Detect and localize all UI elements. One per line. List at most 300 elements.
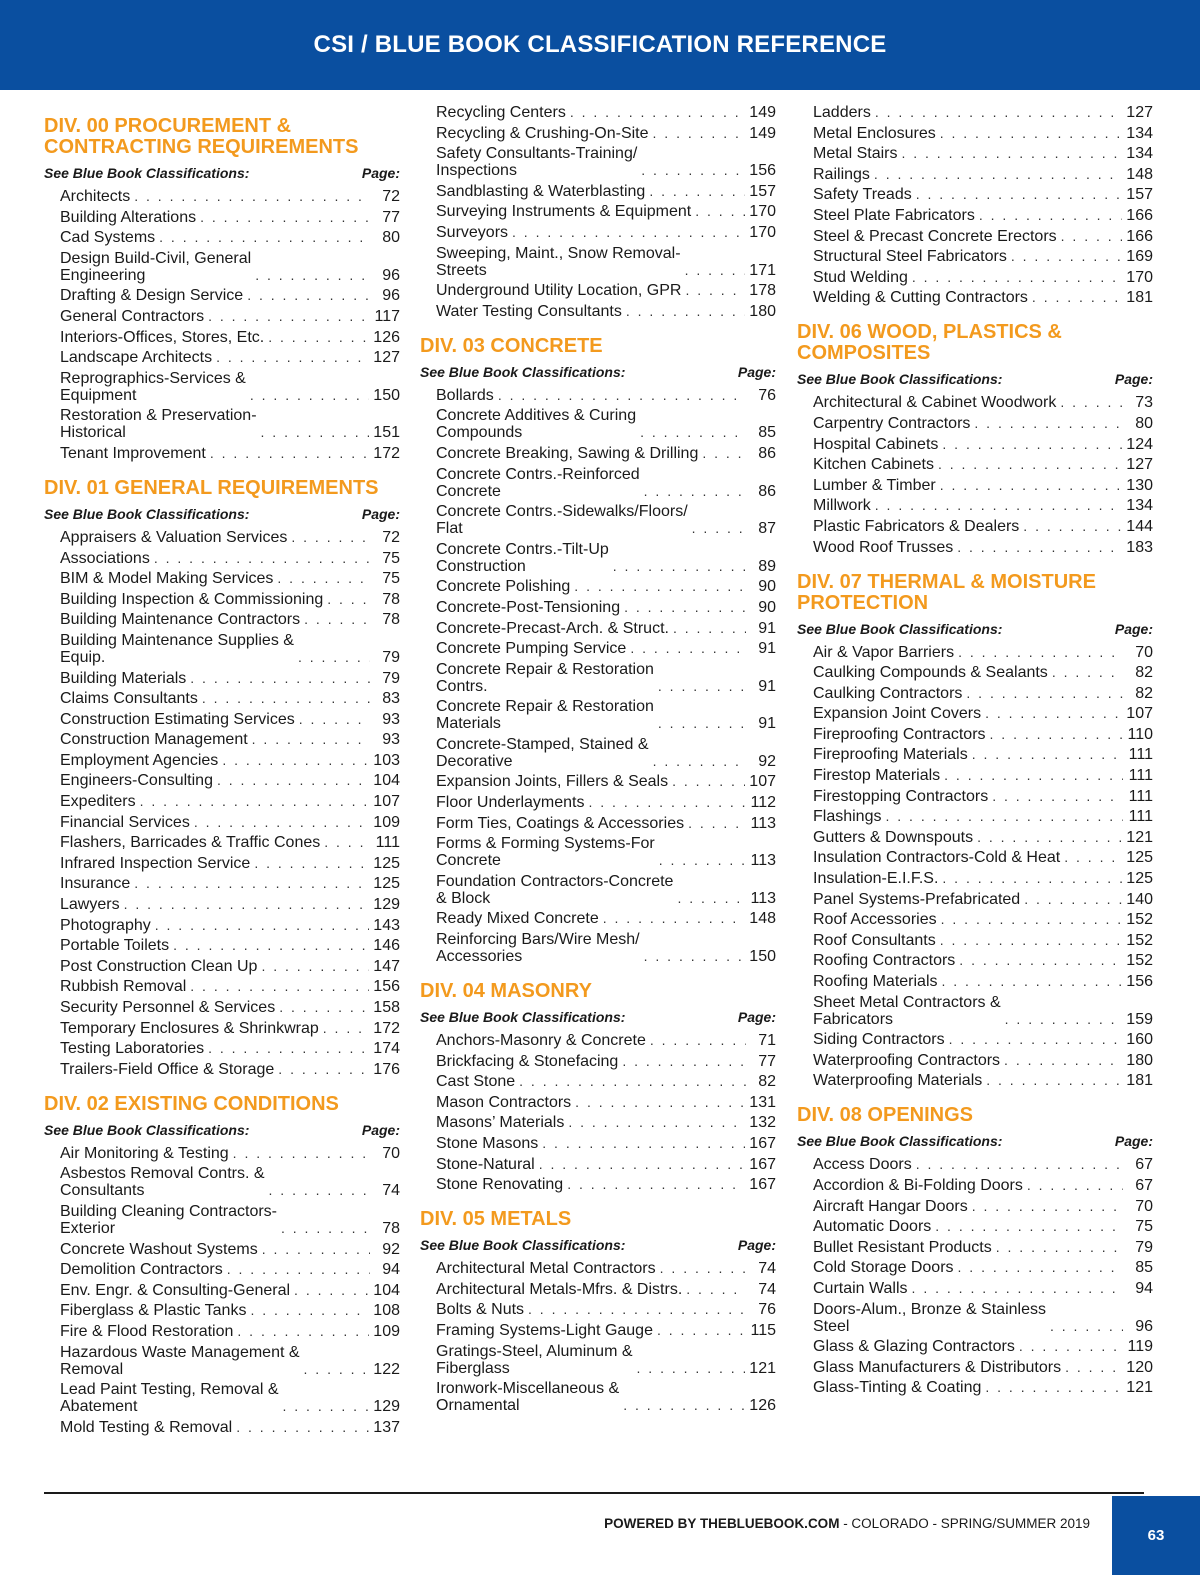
classification-list [44, 188, 400, 462]
dot-leader [281, 1220, 370, 1237]
dot-leader [972, 1198, 1123, 1215]
dot-leader [688, 815, 746, 832]
subheader-label: See Blue Book Classifications: [44, 505, 250, 522]
classification-entry [813, 539, 1153, 556]
classification-entry [813, 456, 1153, 473]
entry-name: Stone Renovating [436, 1176, 564, 1194]
classification-entry [436, 698, 776, 732]
entry-name: Surveying Instruments & Equipment [436, 203, 692, 221]
entry-name: Concrete Contrs.-Tilt-Up Construction [436, 540, 609, 575]
entry-page: 170 [1126, 268, 1153, 286]
dot-leader [1027, 1177, 1123, 1194]
classification-section [420, 336, 776, 965]
entry-page: 78 [382, 611, 400, 629]
entry-name: Hospital Cabinets [813, 435, 939, 453]
entry-page: 112 [750, 794, 776, 812]
entry-name: Security Personnel & Services [60, 999, 276, 1016]
classification-list [420, 1260, 776, 1414]
classification-entry [436, 578, 776, 595]
entry-name: Insulation Contractors-Cold & Heat [813, 849, 1061, 867]
classification-entry [436, 640, 776, 657]
dot-leader [935, 1218, 1123, 1235]
classification-entry [60, 209, 400, 226]
classification-entry [813, 685, 1153, 702]
subheader-page-label: Page: [737, 1009, 776, 1026]
dot-leader [236, 1419, 369, 1436]
entry-page: 158 [373, 999, 400, 1016]
entry-page: 91 [758, 640, 776, 658]
dot-leader [528, 1301, 746, 1318]
dot-leader [901, 145, 1122, 162]
classification-entry [813, 186, 1153, 203]
classification-entry [436, 815, 776, 832]
entry-page: 172 [373, 1019, 400, 1037]
dot-leader [1023, 518, 1122, 535]
dot-leader [912, 1280, 1123, 1297]
entry-page: 77 [758, 1052, 776, 1070]
entry-page: 96 [382, 287, 400, 305]
entry-name: Building Maintenance Supplies & Equip. [60, 631, 294, 666]
dot-leader [210, 445, 369, 462]
dot-leader [323, 1020, 370, 1037]
dot-leader [958, 1259, 1123, 1276]
entry-name: Steel & Precast Concrete Erectors [813, 227, 1057, 245]
dot-leader [702, 445, 746, 462]
entry-name: Metal Stairs [813, 145, 898, 163]
page-number-box [1112, 1496, 1200, 1575]
entry-name: Drafting & Design Service [60, 287, 244, 305]
dot-leader [217, 772, 369, 789]
entry-page: 132 [749, 1114, 776, 1132]
entry-page: 96 [1135, 1317, 1153, 1335]
classification-entry [813, 269, 1153, 286]
column-2 [420, 104, 776, 1430]
classification-entry [813, 808, 1153, 825]
classification-entry [813, 664, 1153, 681]
entry-name: Form Ties, Coatings & Accessories [436, 814, 685, 832]
entry-name: Gutters & Downspouts [813, 828, 974, 846]
entry-name: Anchors-Masonry & Concrete [436, 1032, 646, 1050]
entry-page: 152 [1126, 931, 1153, 949]
entry-name: Siding Contractors [813, 1031, 945, 1049]
entry-name: Engineers-Consulting [60, 772, 213, 790]
classification-entry [60, 958, 400, 975]
subheader-page-label: Page: [1114, 620, 1153, 637]
entry-page: 126 [373, 328, 400, 346]
classification-entry [813, 870, 1153, 887]
entry-name: Fireproofing Contractors [813, 725, 986, 743]
classification-entry [60, 329, 400, 346]
entry-name: Fire & Flood Restoration [60, 1322, 234, 1340]
entry-name: Design Build-Civil, General Engineering [60, 249, 252, 284]
classification-entry [813, 1156, 1153, 1173]
entry-name: Construction Management [60, 731, 248, 749]
entry-page: 111 [375, 834, 400, 852]
classification-entry [60, 407, 400, 441]
classification-entry [60, 570, 400, 587]
entry-name: Wood Roof Trusses [813, 538, 954, 556]
classification-entry [60, 855, 400, 872]
classification-entry [60, 308, 400, 325]
classification-entry [60, 445, 400, 462]
classification-entry [60, 591, 400, 608]
classification-entry [436, 1094, 776, 1111]
classification-entry [436, 224, 776, 241]
entry-name: Glass-Tinting & Coating [813, 1379, 982, 1397]
dot-leader [190, 670, 370, 687]
classification-entry [813, 207, 1153, 224]
dot-leader [942, 436, 1122, 453]
classification-section [44, 1094, 400, 1436]
classification-entry [60, 188, 400, 205]
entry-name: Kitchen Cabinets [813, 456, 934, 474]
entry-page: 82 [1135, 684, 1153, 702]
entry-page: 152 [1126, 911, 1153, 929]
entry-name: Concrete-Post-Tensioning [436, 598, 621, 616]
entry-page: 107 [1126, 705, 1153, 723]
entry-name: Ironwork-Miscellaneous & Ornamental [436, 1380, 620, 1415]
footer-powered[interactable]: POWERED BY THEBLUEBOOK.COM [604, 1516, 840, 1531]
classification-entry [813, 1338, 1153, 1355]
entry-page: 108 [373, 1302, 400, 1320]
subheader-page-label: Page: [361, 165, 400, 181]
entry-page: 92 [758, 752, 776, 770]
entry-name: Recycling & Crushing-On-Site [436, 124, 649, 142]
dot-leader [1004, 1052, 1122, 1069]
classification-entry [436, 183, 776, 200]
dot-leader [685, 262, 746, 279]
entry-page: 109 [373, 813, 400, 831]
entry-name: Env. Engr. & Consulting-General [60, 1281, 291, 1299]
dot-leader [672, 773, 745, 790]
entry-page: 170 [749, 223, 776, 241]
classification-entry [436, 541, 776, 575]
dot-leader [641, 162, 745, 179]
dot-leader [261, 424, 370, 441]
entry-page: 157 [749, 182, 776, 200]
section-subheader [44, 164, 400, 182]
classification-section [44, 116, 400, 462]
entry-page: 181 [1126, 289, 1153, 307]
entry-name: Concrete Contrs.-Sidewalks/Floors/ Flat [436, 503, 688, 538]
classification-list [420, 387, 776, 965]
entry-page: 93 [382, 710, 400, 728]
classification-entry [813, 289, 1153, 306]
classification-entry [436, 736, 776, 770]
entry-page: 70 [1135, 1197, 1153, 1215]
dot-leader [134, 188, 370, 205]
classification-entry [60, 550, 400, 567]
entry-page: 169 [1126, 248, 1153, 266]
entry-page: 174 [373, 1040, 400, 1058]
entry-name: Concrete Polishing [436, 578, 571, 596]
entry-name: Millwork [813, 497, 871, 515]
entry-name: Access Doors [813, 1156, 912, 1174]
classification-entry [60, 1241, 400, 1258]
dot-leader [942, 973, 1123, 990]
entry-name: Insulation-E.I.F.S. [813, 870, 939, 888]
dot-leader [640, 424, 746, 441]
classification-entry [436, 104, 776, 121]
classification-section [797, 322, 1153, 555]
entry-page: 109 [373, 1322, 400, 1340]
entry-name: Building Maintenance Contractors [60, 611, 301, 629]
entry-name: Architectural Metal Contractors [436, 1260, 656, 1278]
entry-page: 75 [382, 549, 400, 567]
classification-entry [60, 917, 400, 934]
entry-name: Building Inspection & Commissioning [60, 590, 324, 608]
entry-page: 151 [373, 424, 400, 442]
entry-name: Building Cleaning Contractors- Exterior [60, 1202, 277, 1237]
entry-name: Rubbish Removal [60, 978, 187, 996]
classification-entry [436, 1176, 776, 1193]
entry-name: Firestop Materials [813, 767, 941, 785]
classification-entry [813, 518, 1153, 535]
entry-page: 137 [373, 1418, 400, 1436]
entry-name: Portable Toilets [60, 937, 170, 955]
entry-name: Water Testing Consultants [436, 302, 622, 320]
classification-entry [60, 370, 400, 404]
classification-entry [60, 752, 400, 769]
classification-entry [436, 125, 776, 142]
classification-entry [60, 1145, 400, 1162]
dot-leader [940, 125, 1123, 142]
dot-leader [216, 349, 369, 366]
entry-page: 92 [382, 1240, 400, 1258]
entry-name: Concrete-Precast-Arch. & Struct. [436, 619, 669, 637]
dot-leader [626, 303, 745, 320]
classification-entry [60, 1061, 400, 1078]
entry-page: 167 [749, 1135, 776, 1152]
dot-leader [1050, 1318, 1123, 1335]
entry-page: 104 [373, 1281, 400, 1299]
entry-name: Lawyers [60, 896, 120, 914]
dot-leader [512, 224, 745, 241]
entry-page: 87 [758, 520, 776, 538]
entry-page: 90 [758, 598, 776, 616]
entry-name: Concrete Contrs.-Reinforced Concrete [436, 465, 640, 500]
dot-leader [966, 685, 1123, 702]
entry-name: Concrete Repair & Restoration Materials [436, 698, 654, 733]
entry-page: 80 [382, 229, 400, 247]
classification-entry [813, 125, 1153, 142]
classification-entry [436, 1281, 776, 1298]
entry-name: Flashings [813, 808, 882, 826]
classification-list [420, 1032, 776, 1193]
classification-entry [813, 644, 1153, 661]
classification-entry [60, 529, 400, 546]
classification-entry [813, 166, 1153, 183]
entry-name: Recycling Centers [436, 104, 566, 121]
entry-page: 104 [373, 772, 400, 790]
entry-name: Surveyors [436, 223, 509, 241]
dot-leader [1024, 891, 1122, 908]
entry-page: 167 [749, 1176, 776, 1194]
classification-entry [436, 1380, 776, 1414]
entry-page: 150 [373, 386, 400, 404]
entry-name: Caulking Contractors [813, 684, 963, 702]
entry-page: 156 [1126, 973, 1153, 990]
dot-leader [173, 937, 369, 954]
entry-name: Tenant Improvement [60, 444, 206, 462]
dot-leader [159, 229, 370, 246]
classification-entry [60, 875, 400, 892]
dot-leader [154, 550, 370, 567]
entry-name: Restoration & Preservation- Historical [60, 407, 257, 442]
entry-page: 176 [373, 1060, 400, 1078]
dot-leader [686, 1281, 746, 1298]
classification-entry [813, 973, 1153, 990]
classification-entry [60, 1381, 400, 1415]
dot-leader [1064, 849, 1122, 866]
entry-page: 67 [1135, 1156, 1153, 1174]
entry-name: Fiberglass & Plastic Tanks [60, 1302, 247, 1320]
classification-entry [813, 891, 1153, 908]
entry-page: 96 [382, 266, 400, 284]
section-subheader [420, 1236, 776, 1254]
entry-page: 111 [1128, 746, 1153, 764]
classification-list [797, 644, 1153, 1090]
classification-entry [60, 1302, 400, 1319]
entry-page: 111 [1128, 767, 1153, 785]
entry-name: Safety Consultants-Training/ Inspections [436, 145, 638, 180]
classification-entry [813, 1072, 1153, 1089]
entry-page: 181 [1126, 1072, 1153, 1090]
entry-page: 79 [382, 648, 400, 666]
classification-section [44, 478, 400, 1078]
entry-page: 131 [749, 1093, 776, 1111]
dot-leader [277, 570, 370, 587]
entry-name: Plastic Fabricators & Dealers [813, 517, 1020, 535]
dot-leader [568, 1114, 745, 1131]
dot-leader [252, 731, 370, 748]
entry-page: 86 [758, 444, 776, 462]
entry-page: 71 [758, 1032, 776, 1050]
entry-page: 126 [749, 1397, 776, 1415]
entry-name: Testing Laboratories [60, 1040, 205, 1058]
dot-leader [262, 1241, 370, 1258]
entry-name: Roofing Contractors [813, 952, 956, 970]
classification-section [797, 572, 1153, 1090]
section-title: DIV. 00 PROCUREMENT & CONTRACTING REQUIREMENTS [44, 115, 359, 158]
dot-leader [949, 1031, 1123, 1048]
dot-leader [324, 834, 370, 851]
entry-name: Stud Welding [813, 268, 908, 286]
entry-name: Masons’ Materials [436, 1114, 565, 1132]
dot-leader [298, 649, 370, 666]
classification-entry [813, 1198, 1153, 1215]
section-subheader [420, 1008, 776, 1026]
dot-leader [958, 644, 1123, 661]
dot-leader [250, 387, 369, 404]
entry-page: 156 [749, 162, 776, 180]
classification-entry [436, 1343, 776, 1377]
dot-leader [1019, 1338, 1123, 1355]
entry-name: Concrete Repair & Restoration Contrs. [436, 660, 654, 695]
dot-leader [140, 793, 370, 810]
classification-entry [60, 690, 400, 707]
entry-name: Cast Stone [436, 1073, 516, 1091]
entry-page: 113 [750, 852, 776, 870]
classification-list [797, 394, 1153, 555]
entry-name: Reprographics-Services & Equipment [60, 369, 246, 404]
entry-name: Concrete Washout Systems [60, 1240, 258, 1258]
dot-leader [261, 958, 369, 975]
classification-entry [60, 229, 400, 246]
dot-leader [985, 705, 1122, 722]
page-title: CSI / BLUE BOOK CLASSIFICATION REFERENCE [313, 31, 887, 58]
classification-entry [60, 287, 400, 304]
classification-entry [60, 834, 400, 851]
entry-page: 180 [1126, 1051, 1153, 1069]
entry-name: Bullet Resistant Products [813, 1238, 992, 1256]
entry-page: 159 [1126, 1010, 1153, 1028]
dot-leader [957, 539, 1122, 556]
entry-name: Building Alterations [60, 208, 197, 226]
classification-entry [60, 793, 400, 810]
classification-entry [60, 937, 400, 954]
entry-page: 127 [1126, 104, 1153, 121]
subheader-label: See Blue Book Classifications: [797, 371, 1003, 388]
classification-entry [813, 746, 1153, 763]
entry-name: Landscape Architects [60, 349, 213, 367]
entry-page: 79 [1135, 1238, 1153, 1256]
classification-entry [60, 896, 400, 913]
entry-page: 148 [749, 910, 776, 928]
subheader-label: See Blue Book Classifications: [797, 620, 1003, 637]
subheader-page-label: Page: [1114, 1133, 1153, 1150]
dot-leader [1011, 248, 1122, 265]
entry-page: 74 [758, 1280, 776, 1298]
entry-name: Flashers, Barricades & Traffic Cones [60, 834, 321, 852]
entry-name: Concrete Breaking, Sawing & Drilling [436, 444, 699, 462]
dot-leader [986, 1072, 1122, 1089]
entry-page: 86 [758, 482, 776, 500]
classification-entry [436, 1156, 776, 1173]
entry-name: Cad Systems [60, 229, 156, 247]
dot-leader [269, 1182, 370, 1199]
dot-leader [155, 917, 370, 934]
section-subheader [44, 1121, 400, 1139]
dot-leader [660, 1260, 746, 1277]
classification-entry [813, 1031, 1153, 1048]
entry-name: Insurance [60, 875, 131, 893]
entry-name: Interiors-Offices, Stores, Etc. [60, 328, 265, 346]
classification-entry [60, 1419, 400, 1436]
classification-entry [813, 1259, 1153, 1276]
entry-name: Stone Masons [436, 1135, 539, 1152]
entry-page: 171 [749, 261, 776, 279]
dot-leader [653, 753, 746, 770]
classification-entry [60, 349, 400, 366]
entry-name: Firestopping Contractors [813, 787, 989, 805]
classification-entry [436, 873, 776, 907]
section-title: DIV. 04 MASONRY [420, 980, 592, 1003]
dot-leader [613, 558, 746, 575]
dot-leader [255, 267, 370, 284]
entry-page: 149 [749, 124, 776, 142]
entry-page: 117 [374, 307, 400, 325]
dot-leader [237, 1323, 369, 1340]
entry-name: Foundation Contractors-Concrete & Block [436, 872, 674, 907]
entry-name: Photography [60, 916, 151, 934]
classification-entry [60, 772, 400, 789]
entry-name: Architects [60, 188, 131, 205]
entry-name: Asbestos Removal Contrs. & Consultants [60, 1165, 265, 1200]
dot-leader [603, 910, 746, 927]
entry-name: Panel Systems-Prefabricated [813, 890, 1021, 908]
classification-entry [60, 1282, 400, 1299]
